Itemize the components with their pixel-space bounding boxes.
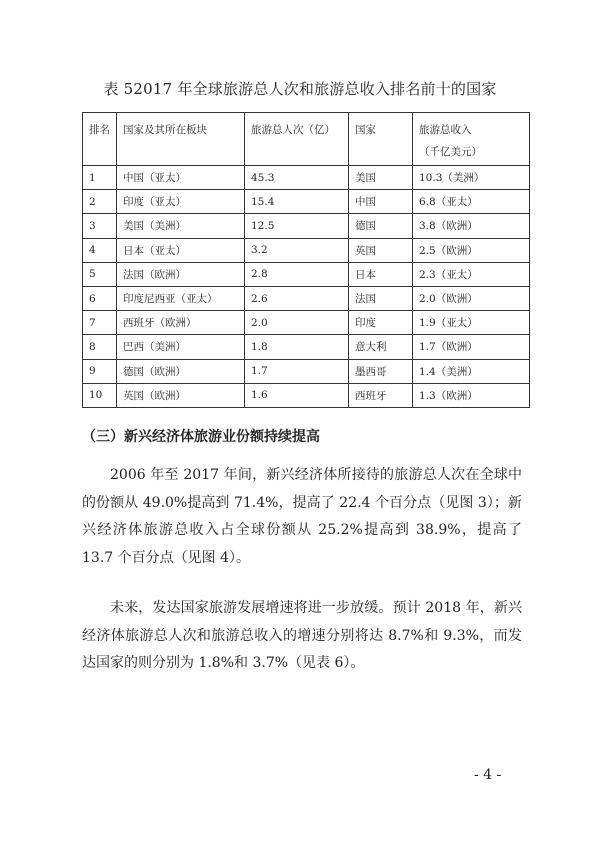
cell-country: 德国: [349, 214, 413, 238]
page-number: - 4 -: [474, 767, 502, 783]
cell-country: 意大利: [349, 335, 413, 359]
table-body: [83, 166, 530, 408]
cell-rank: 3: [83, 214, 117, 238]
table-row: [83, 311, 530, 335]
cell-country: 日本: [349, 262, 413, 286]
paragraph-1: 2006 年至 2017 年间，新兴经济体所接待的旅游总人次在全球中的份额从 49.0%提高到 71.4%，提高了 22.4 个百分点（见图 3）；新兴经济体旅游总收入占全球份额从 25.2%提高到 38.9%，提高了 13.7 个百分点（见图 4）。: [82, 467, 522, 566]
cell-country-region: 西班牙（欧洲）: [117, 311, 245, 335]
table-row: [83, 238, 530, 262]
cell-arrivals: 1.8: [245, 335, 349, 359]
cell-arrivals: 2.8: [245, 262, 349, 286]
header-country: 国家: [349, 113, 413, 166]
cell-revenue: 2.5（欧洲）: [413, 238, 530, 262]
header-rank: 排名: [83, 113, 117, 166]
cell-arrivals: 2.0: [245, 311, 349, 335]
table-row: [83, 214, 530, 238]
header-country-region: 国家及其所在板块: [117, 113, 245, 166]
header-revenue-line1: 旅游总收入: [419, 124, 472, 136]
cell-country-region: 印度尼西亚（亚太）: [117, 286, 245, 310]
cell-revenue: 1.3（欧洲）: [413, 383, 530, 407]
cell-country: 印度: [349, 311, 413, 335]
cell-country-region: 法国（欧洲）: [117, 262, 245, 286]
cell-revenue: 1.9（亚太）: [413, 311, 530, 335]
cell-country: 墨西哥: [349, 359, 413, 383]
cell-country-region: 德国（欧洲）: [117, 359, 245, 383]
cell-country: 英国: [349, 238, 413, 262]
cell-country-region: 日本（亚太）: [117, 238, 245, 262]
table-row: [83, 359, 530, 383]
table-row: [83, 190, 530, 214]
cell-rank: 4: [83, 238, 117, 262]
cell-rank: 2: [83, 190, 117, 214]
cell-rank: 10: [83, 383, 117, 407]
cell-arrivals: 1.6: [245, 383, 349, 407]
paragraph-2: 未来，发达国家旅游发展增速将进一步放缓。预计 2018 年，新兴经济体旅游总人次和旅游总收入的增速分别将达 8.7%和 9.3%，而发达国家的则分别为 1.8%和 3.7%（见表 6）。: [82, 600, 522, 671]
table-row: [83, 166, 530, 190]
table-row: [83, 383, 530, 407]
cell-arrivals: 12.5: [245, 214, 349, 238]
cell-rank: 7: [83, 311, 117, 335]
cell-country-region: 中国（亚太）: [117, 166, 245, 190]
cell-country-region: 巴西（美洲）: [117, 335, 245, 359]
cell-arrivals: 1.7: [245, 359, 349, 383]
cell-rank: 9: [83, 359, 117, 383]
ranking-table: [82, 112, 530, 408]
cell-revenue: 10.3（美洲）: [413, 166, 530, 190]
cell-arrivals: 2.6: [245, 286, 349, 310]
table-row: [83, 262, 530, 286]
cell-revenue: 1.4（美洲）: [413, 359, 530, 383]
cell-country-region: 美国（美洲）: [117, 214, 245, 238]
cell-revenue: 3.8（欧洲）: [413, 214, 530, 238]
cell-country-region: 英国（欧洲）: [117, 383, 245, 407]
table-caption: 表 52017 年全球旅游总人次和旅游总收入排名前十的国家: [103, 80, 497, 98]
cell-revenue: 6.8（亚太）: [413, 190, 530, 214]
table-row: [83, 335, 530, 359]
cell-arrivals: 15.4: [245, 190, 349, 214]
cell-rank: 8: [83, 335, 117, 359]
cell-revenue: 2.0（欧洲）: [413, 286, 530, 310]
cell-country: 法国: [349, 286, 413, 310]
table-row: [83, 286, 530, 310]
cell-country: 西班牙: [349, 383, 413, 407]
header-revenue-line2: （千亿美元）: [419, 146, 482, 158]
header-arrivals: 旅游总人次（亿）: [245, 113, 349, 166]
cell-revenue: 2.3（亚太）: [413, 262, 530, 286]
table-header-row: [83, 113, 530, 166]
cell-rank: 5: [83, 262, 117, 286]
section-heading: （三）新兴经济体旅游业份额持续提高: [82, 429, 320, 445]
cell-arrivals: 45.3: [245, 166, 349, 190]
header-revenue: [413, 113, 530, 166]
cell-revenue: 1.7（欧洲）: [413, 335, 530, 359]
cell-country-region: 印度（亚太）: [117, 190, 245, 214]
cell-rank: 6: [83, 286, 117, 310]
cell-country: 中国: [349, 190, 413, 214]
cell-arrivals: 3.2: [245, 238, 349, 262]
cell-rank: 1: [83, 166, 117, 190]
cell-country: 美国: [349, 166, 413, 190]
